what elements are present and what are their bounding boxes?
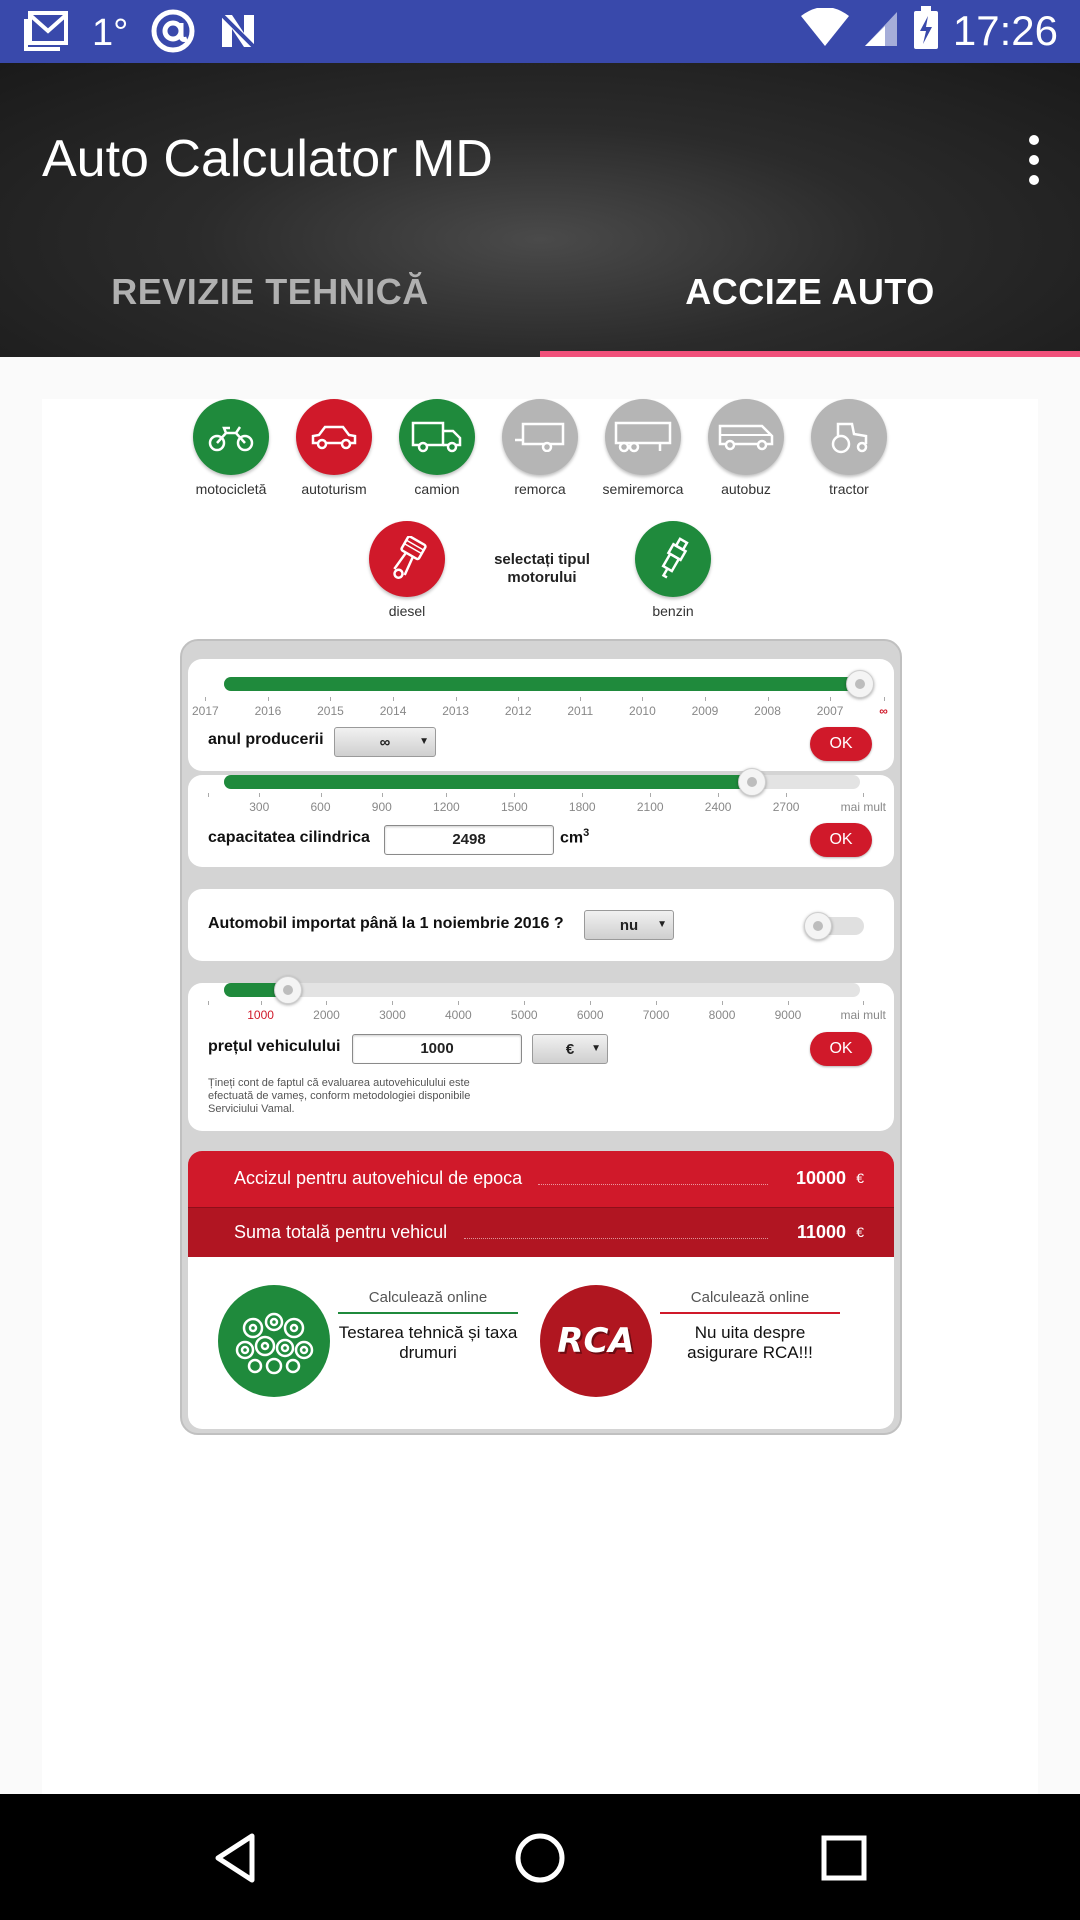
leader-dots xyxy=(538,1184,768,1185)
price-ticks xyxy=(208,1008,886,1022)
promo-heading: Calculează online xyxy=(660,1289,840,1314)
result-currency: € xyxy=(856,1224,864,1240)
rca-logo[interactable] xyxy=(540,1285,652,1397)
capacity-label: capacitatea cilindrica xyxy=(208,829,370,846)
capacity-ok-button[interactable]: OK xyxy=(810,823,872,857)
tick-label: 2016 xyxy=(254,704,282,718)
tick-label: 8000 xyxy=(708,1008,736,1022)
home-icon[interactable] xyxy=(512,1830,568,1886)
tick-label: 2007 xyxy=(816,704,844,718)
year-select-value: ∞ xyxy=(379,733,391,751)
import-toggle[interactable] xyxy=(808,917,864,935)
result-label: Accizul pentru autovehicul de epoca xyxy=(234,1168,523,1188)
engine-benzin[interactable] xyxy=(618,521,728,619)
dropdown-arrow-icon: ▼ xyxy=(657,919,667,930)
year-slider[interactable] xyxy=(224,677,860,691)
recents-icon[interactable] xyxy=(816,1830,872,1886)
tick-label: 300 xyxy=(249,800,270,814)
price-ok-button[interactable]: OK xyxy=(810,1032,872,1066)
tick-label: 2012 xyxy=(504,704,532,718)
spark-plug-icon xyxy=(635,521,711,597)
tick-label: 600 xyxy=(310,800,331,814)
engine-prompt: selectați tipul motorului xyxy=(494,551,590,586)
price-input[interactable]: 1000 xyxy=(352,1034,522,1064)
trailer-icon xyxy=(502,399,578,475)
tick-label: 2000 xyxy=(313,1008,340,1022)
capacity-slider[interactable] xyxy=(224,775,860,789)
status-bar xyxy=(0,0,1080,63)
year-card xyxy=(188,659,894,771)
vehicle-label: autoturism xyxy=(301,481,367,497)
vehicle-label: semiremorca xyxy=(602,481,684,497)
vehicle-label: remorca xyxy=(514,481,566,497)
unit-superscript: 3 xyxy=(583,827,590,839)
promo-section xyxy=(188,1257,894,1429)
tick-label: 900 xyxy=(371,800,392,814)
capacity-slider-thumb[interactable] xyxy=(738,768,766,796)
app-title: Auto Calculator MD xyxy=(42,130,493,188)
dropdown-arrow-icon: ▼ xyxy=(419,736,429,747)
overflow-menu-icon[interactable] xyxy=(1024,135,1044,185)
motorcycle-icon xyxy=(193,399,269,475)
leader-dots xyxy=(464,1238,768,1239)
year-ticks xyxy=(192,704,888,718)
rca-logo-text: RCA xyxy=(557,1321,635,1361)
year-label: anul producerii xyxy=(208,731,324,748)
result-currency: € xyxy=(856,1170,864,1186)
capacity-ticks xyxy=(208,800,886,814)
vehicle-label: camion xyxy=(414,481,460,497)
tab-indicator xyxy=(540,351,1080,357)
import-label: Automobil importat până la 1 noiembrie 2016 ? xyxy=(208,915,564,932)
year-ok-button[interactable]: OK xyxy=(810,727,872,761)
promo-text[interactable]: Nu uita despre asigurare RCA!!! xyxy=(687,1323,813,1362)
tab-revizie-tehnica[interactable]: REVIZIE TEHNICĂ xyxy=(111,271,429,312)
tab-accize-auto[interactable]: ACCIZE AUTO xyxy=(685,271,935,312)
toggle-knob xyxy=(804,912,832,940)
n-icon xyxy=(218,11,258,56)
tick-label: 2700 xyxy=(772,800,800,814)
wifi-icon xyxy=(801,8,849,53)
tick-label: 2009 xyxy=(691,704,719,718)
year-select[interactable] xyxy=(334,727,436,757)
tick-label: mai mult xyxy=(840,800,886,814)
tractor-icon xyxy=(811,399,887,475)
promo-text[interactable]: Testarea tehnică și taxa drumuri xyxy=(338,1323,518,1362)
vehicle-autobuz[interactable] xyxy=(691,399,801,497)
promo-heading: Calculează online xyxy=(338,1289,518,1314)
price-slider-thumb[interactable] xyxy=(274,976,302,1004)
unit-text: cm xyxy=(560,829,584,847)
calculator-panel xyxy=(180,639,902,1435)
result-value: 10000 xyxy=(795,1168,846,1188)
at-icon xyxy=(150,8,196,59)
capacity-card xyxy=(188,775,894,867)
vehicle-label: tractor xyxy=(829,481,869,497)
year-slider-fill xyxy=(224,677,860,691)
back-icon[interactable] xyxy=(208,1830,264,1886)
tick-label: 2011 xyxy=(567,704,594,718)
currency-select[interactable] xyxy=(532,1034,608,1064)
tick-label: 4000 xyxy=(444,1008,472,1022)
vehicle-camion[interactable] xyxy=(382,399,492,497)
dropdown-arrow-icon: ▼ xyxy=(591,1043,601,1054)
tick-label: 2017 xyxy=(192,704,219,718)
price-label: prețul vehiculului xyxy=(208,1038,341,1055)
vehicle-remorca[interactable] xyxy=(485,399,595,497)
battery-charging-icon xyxy=(913,6,939,55)
clock: 17:26 xyxy=(952,6,1058,54)
tick-label: 7000 xyxy=(642,1008,670,1022)
price-slider[interactable] xyxy=(224,983,860,997)
import-select-value: nu xyxy=(619,916,639,934)
tick-label: 2014 xyxy=(379,704,407,718)
tick-label: 9000 xyxy=(774,1008,802,1022)
capacity-slider-fill xyxy=(224,775,752,789)
tick-label: 2100 xyxy=(636,800,664,814)
year-slider-thumb[interactable] xyxy=(846,670,874,698)
van-icon xyxy=(708,399,784,475)
signal-icon xyxy=(863,8,899,53)
price-note: Țineți cont de faptul că evaluarea autovehiculului este efectuată de vameș, conform metodologiei disponibile Serviciului Vamal. xyxy=(208,1077,471,1115)
notification-text: 1° xyxy=(92,12,129,54)
tick-label: 1500 xyxy=(500,800,528,814)
vehicle-label: autobuz xyxy=(721,481,771,497)
tick-label-selected: 1000 xyxy=(247,1008,274,1022)
truck-icon xyxy=(399,399,475,475)
semitrailer-icon xyxy=(605,399,681,475)
tick-label: 5000 xyxy=(510,1008,538,1022)
import-select[interactable] xyxy=(584,910,674,940)
currency-select-value: € xyxy=(565,1040,575,1058)
engine-label: benzin xyxy=(652,603,694,619)
price-card xyxy=(188,983,894,1131)
tick-label: 3000 xyxy=(379,1008,406,1022)
gmail-icon xyxy=(24,11,70,56)
vehicle-tractor[interactable] xyxy=(794,399,904,497)
engine-diesel[interactable] xyxy=(352,521,462,619)
vehicle-label: motocicletă xyxy=(195,481,267,497)
result-row xyxy=(188,1207,894,1257)
result-row xyxy=(188,1151,894,1207)
car-icon xyxy=(296,399,372,475)
tick-label: 2400 xyxy=(704,800,732,814)
vehicle-autoturism[interactable] xyxy=(279,399,389,497)
vehicle-motocicleta[interactable] xyxy=(176,399,286,497)
tick-label: 2013 xyxy=(442,704,469,718)
import-card xyxy=(188,889,894,961)
app-bar xyxy=(0,63,1080,357)
engine-label: diesel xyxy=(388,603,426,619)
result-value: 11000 xyxy=(796,1222,846,1242)
accize-calculator xyxy=(42,399,1038,1794)
capacity-unit xyxy=(560,827,589,847)
tick-label: 1800 xyxy=(568,800,596,814)
piston-icon xyxy=(369,521,445,597)
tick-label: 6000 xyxy=(576,1008,604,1022)
tick-label: mai mult xyxy=(840,1008,886,1022)
tick-label: 1200 xyxy=(433,800,460,814)
tick-label: 2010 xyxy=(629,704,656,718)
result-label: Suma totală pentru vehicul xyxy=(234,1222,448,1242)
tick-label: 2015 xyxy=(317,704,344,718)
tick-label-selected: ∞ xyxy=(879,704,888,718)
gears-icon[interactable] xyxy=(218,1285,330,1397)
capacity-input[interactable]: 2498 xyxy=(384,825,554,855)
navigation-bar xyxy=(0,1794,1080,1920)
vehicle-semiremorca[interactable] xyxy=(588,399,698,497)
tick-label: 2008 xyxy=(754,704,781,718)
